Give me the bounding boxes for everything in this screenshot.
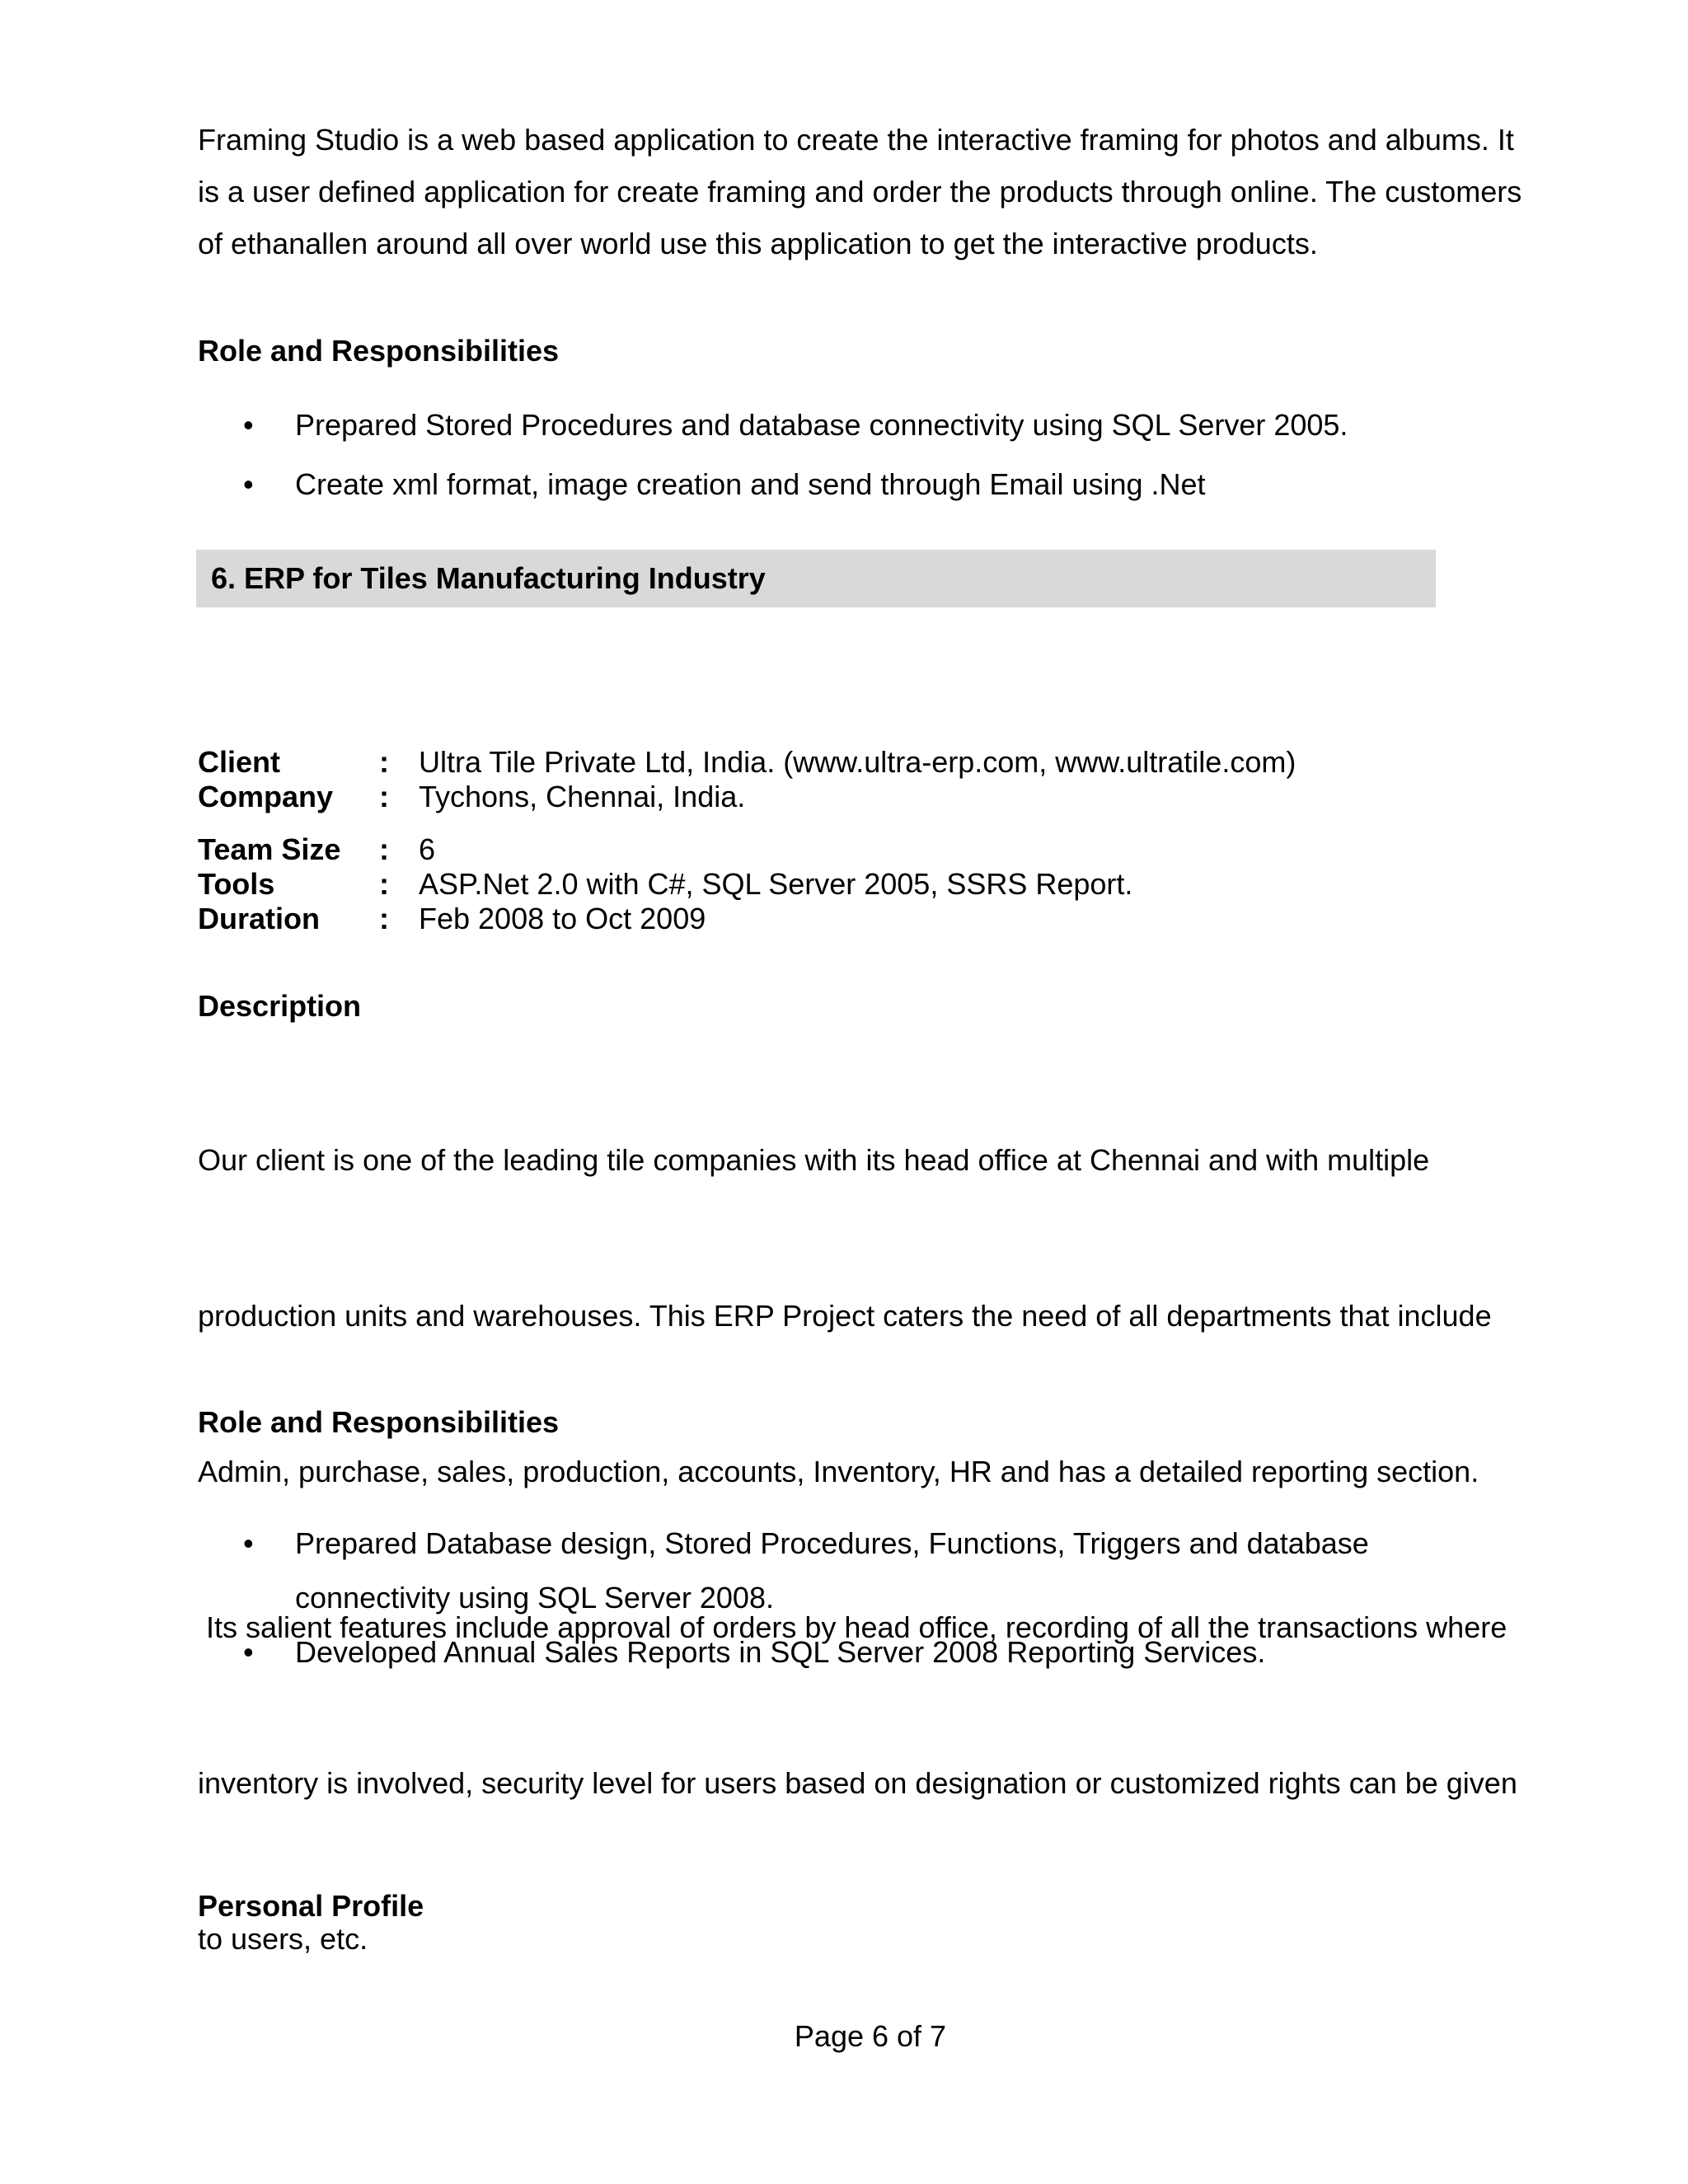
detail-colon: : <box>379 902 389 935</box>
section-banner <box>196 550 1436 607</box>
roles-list-2 <box>198 1516 1550 1680</box>
detail-row-team-size <box>198 832 1550 867</box>
intro-paragraph <box>198 114 1550 269</box>
detail-value: 6 <box>419 832 436 866</box>
description-line: Our client is one of the leading tile companies with its head office at Chennai and with multiple <box>198 1143 1430 1177</box>
description-line: production units and warehouses. This ERP Project caters the need of all departments that include <box>198 1299 1492 1333</box>
roles-list-1 <box>198 408 1550 527</box>
description-line: Its salient features include approval of orders by head office, recording of all the transactions where <box>198 1610 1507 1644</box>
list-item-text: Prepared Stored Procedures and database connectivity using SQL Server 2005. <box>295 408 1348 442</box>
list-item-text: Prepared Database design, Stored Procedures, Functions, Triggers and database <box>295 1526 1369 1560</box>
detail-row-tools <box>198 867 1550 902</box>
description-line: inventory is involved, security level for users based on designation or customized rights can be given <box>198 1766 1517 1800</box>
detail-key: Team Size <box>198 832 341 866</box>
detail-value: Ultra Tile Private Ltd, India. (www.ultra-erp.com, www.ultratile.com) <box>419 745 1296 779</box>
personal-profile-heading: Personal Profile <box>198 1889 424 1923</box>
bullet-icon: • <box>243 1635 254 1669</box>
detail-colon: : <box>379 745 389 779</box>
bullet-icon: • <box>243 1526 254 1560</box>
section-title: 6. ERP for Tiles Manufacturing Industry <box>211 561 766 595</box>
list-item <box>198 1516 1550 1625</box>
detail-colon: : <box>379 780 389 813</box>
bullet-icon: • <box>243 467 254 501</box>
bullet-icon: • <box>243 408 254 442</box>
detail-value: Tychons, Chennai, India. <box>419 780 746 813</box>
roles-heading-1: Role and Responsibilities <box>198 334 560 368</box>
roles-heading-2: Role and Responsibilities <box>198 1405 560 1439</box>
detail-key: Client <box>198 745 281 779</box>
detail-colon: : <box>379 867 389 901</box>
intro-line: of ethanallen around all over world use this application to get the interactive products. <box>198 227 1318 260</box>
detail-row-company <box>198 780 1550 814</box>
intro-line: is a user defined application for create framing and order the products through online. The customers <box>198 175 1522 209</box>
page-number: Page 6 of 7 <box>794 2019 947 2053</box>
detail-value: Feb 2008 to Oct 2009 <box>419 902 706 935</box>
list-item-text: connectivity using SQL Server 2008. <box>295 1581 774 1615</box>
list-item <box>198 408 1550 467</box>
list-item-text: Developed Annual Sales Reports in SQL Server 2008 Reporting Services. <box>295 1635 1266 1669</box>
detail-value: ASP.Net 2.0 with C#, SQL Server 2005, SSRS Report. <box>419 867 1133 901</box>
description-line: Admin, purchase, sales, production, accounts, Inventory, HR and has a detailed reporting section. <box>198 1455 1479 1488</box>
detail-row-client <box>198 745 1550 780</box>
list-item-text: Create xml format, image creation and send through Email using .Net <box>295 467 1206 501</box>
list-item <box>198 1625 1550 1680</box>
description-line: to users, etc. <box>198 1922 368 1956</box>
detail-key: Tools <box>198 867 275 901</box>
intro-line: Framing Studio is a web based application to create the interactive framing for photos and albums. It <box>198 123 1514 157</box>
detail-key: Company <box>198 780 334 813</box>
detail-row-duration <box>198 902 1550 936</box>
detail-key: Duration <box>198 902 320 935</box>
description-heading: Description <box>198 989 362 1023</box>
list-item <box>198 467 1550 527</box>
detail-colon: : <box>379 832 389 866</box>
